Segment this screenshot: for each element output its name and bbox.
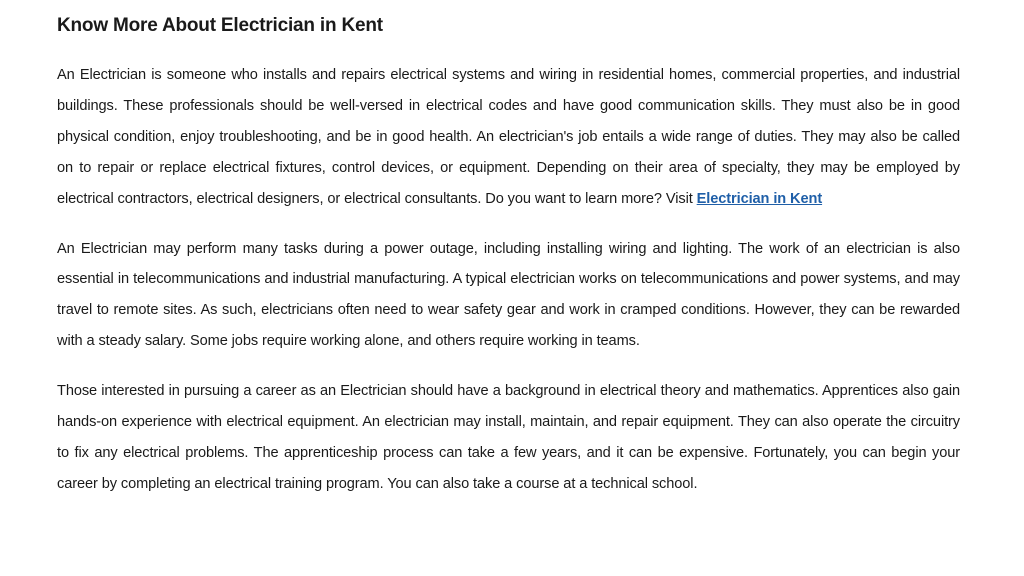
paragraph-tasks: An Electrician may perform many tasks during a power outage, including installing wiring and lighting. The work of an electrician is also essential in telecommunications and industrial manufacturing. A typical electrician works on telecommunications and power systems, and may travel to remote sites. As such, electricians often need to wear safety gear and work in cramped conditions. However, they can be rewarded with a steady salary. Some jobs require working alone, and others require working in teams. <box>57 240 960 350</box>
paragraph-intro-text: An Electrician is someone who installs and repairs electrical systems and wiring in residential homes, commercial properties, and industrial buildings. These professionals should be well-versed in electrical codes and have good communication skills. They must also be in good physical condition, enjoy troubleshooting, and be in good health. An electrician's job entails a wide range of duties. They may also be called on to repair or replace electrical fixtures, control devices, or equipment. Depending on their area of specialty, they may be employed by electrical contractors, electrical designers, or electrical consultants. Do you want to learn more? Visit <box>57 67 960 207</box>
paragraph-intro <box>57 60 960 215</box>
article <box>57 12 960 500</box>
electrician-in-kent-link[interactable]: Electrician in Kent <box>696 190 823 207</box>
page-title: Know More About Electrician in Kent <box>57 15 383 36</box>
paragraph-career: Those interested in pursuing a career as an Electrician should have a background in electrical theory and mathematics. Apprentices also gain hands-on experience with electrical equipment. An electrician may install, maintain, and repair equipment. They can also operate the circuitry to fix any electrical problems. The apprenticeship process can take a few years, and it can be expensive. Fortunately, you can begin your career by completing an electrical training program. You can also take a course at a technical school. <box>57 383 960 492</box>
